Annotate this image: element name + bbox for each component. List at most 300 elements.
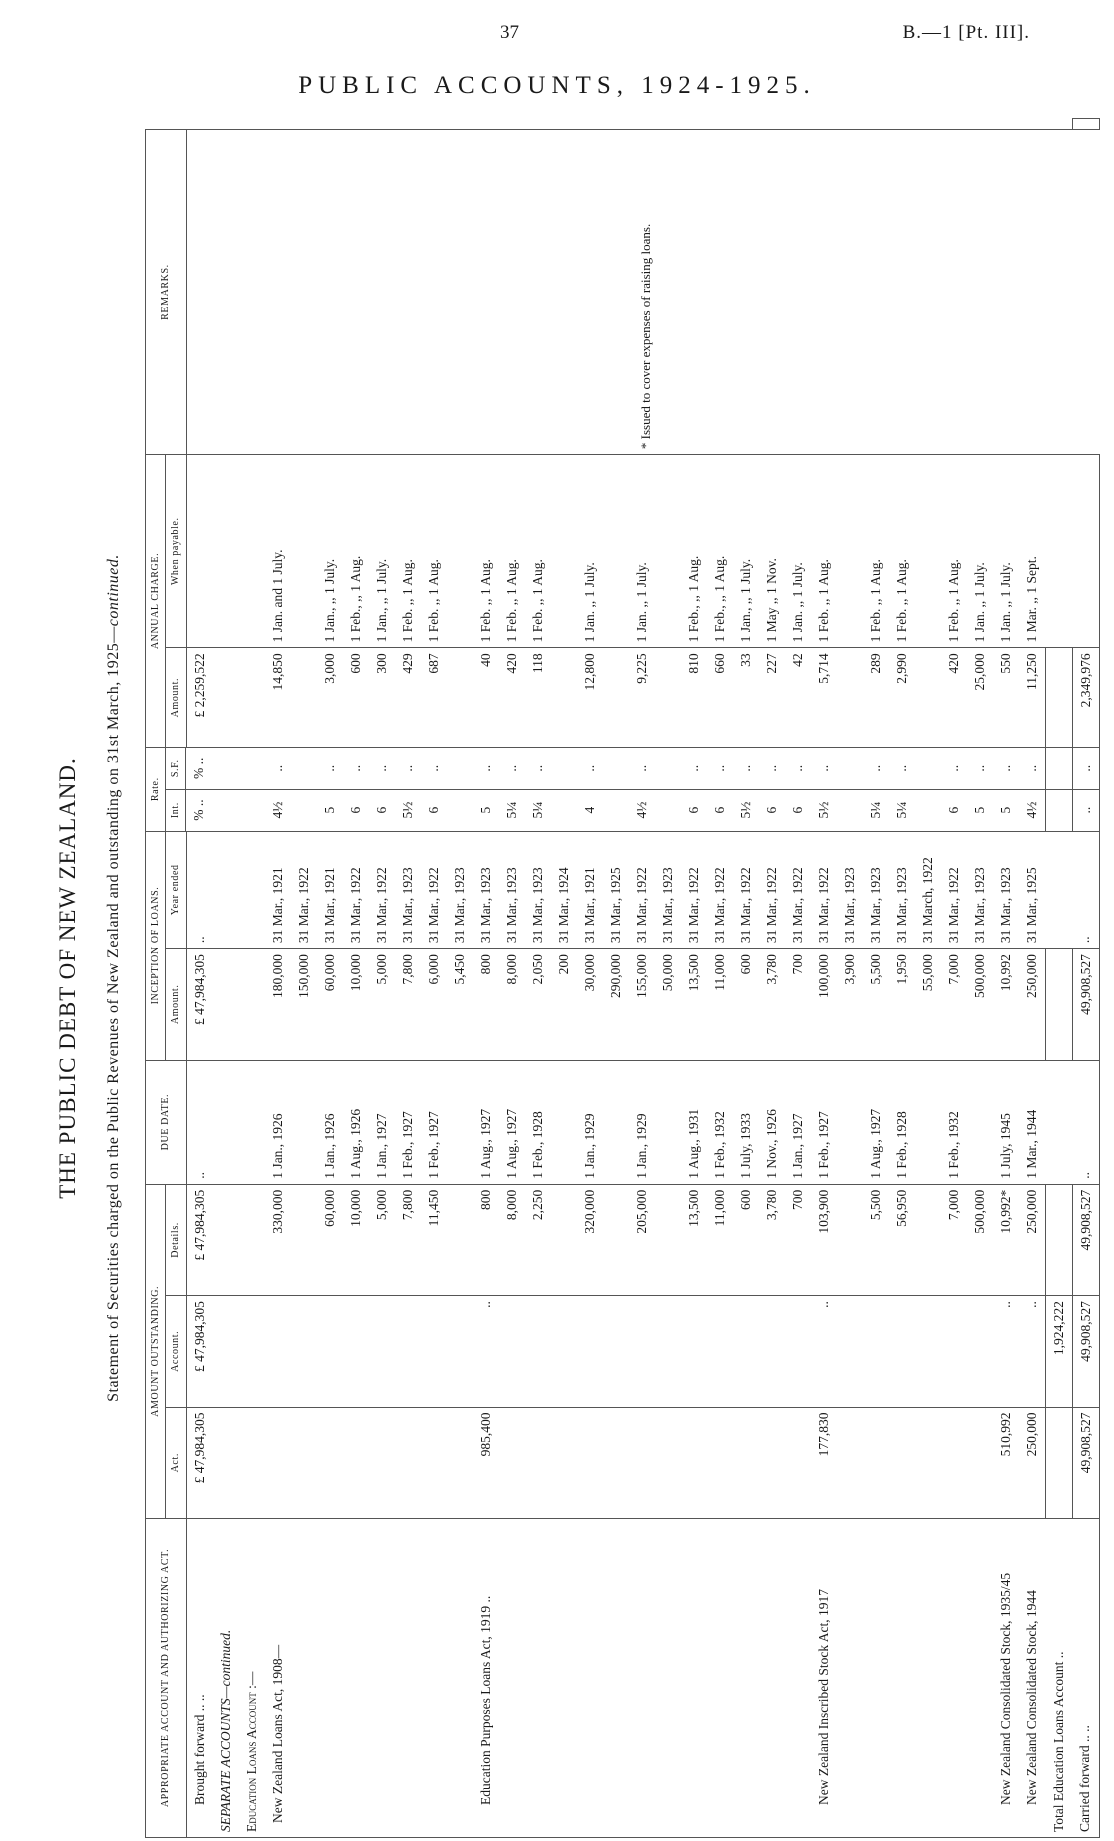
col-rate-sf: S.F.	[166, 747, 186, 789]
document-reference: B.—1 [Pt. III].	[902, 22, 1030, 43]
inception-amount: 150,000	[291, 949, 317, 1060]
subtitle-text: Statement of Securities charged on the Public Revenues of New Zealand and outstanding on 31st March, 1925—	[105, 626, 122, 1402]
account-amount: £ 47,984,305	[186, 1296, 213, 1407]
year-ended: 31 March, 1922	[915, 831, 941, 949]
account-amount	[707, 1296, 733, 1407]
when-payable: 1 Jan., ,, 1 July.	[317, 455, 343, 648]
rate-sf	[291, 747, 317, 789]
inception-amount: 10,000	[343, 949, 369, 1060]
rate-sf: ..	[577, 747, 603, 789]
page-number: 37	[500, 22, 519, 43]
when-payable: 1 Feb. ,, 1 Aug.	[889, 455, 915, 648]
details-amount: 11,450	[421, 1184, 447, 1295]
year-ended: 31 Mar., 1925	[1019, 831, 1046, 949]
act-amount	[421, 1407, 447, 1518]
col-due-date: DUE DATE.	[146, 1060, 187, 1184]
rate-int: 4	[577, 789, 603, 831]
row-label	[837, 1518, 863, 1837]
row-label	[733, 1518, 759, 1837]
remarks-empty	[1072, 119, 1099, 130]
inception-amount: 10,992	[993, 949, 1019, 1060]
inception-amount	[213, 949, 239, 1060]
inception-amount	[1045, 949, 1072, 1060]
inception-amount: 5,000	[369, 949, 395, 1060]
when-payable: 1 Jan. ,, 1 July.	[785, 455, 811, 648]
row-label	[343, 1518, 369, 1837]
rate-sf: ..	[395, 747, 421, 789]
annual-amount: 810	[681, 648, 707, 748]
inception-amount: 49,908,527	[1072, 949, 1099, 1060]
year-ended	[1045, 831, 1072, 949]
details-amount: £ 47,984,305	[186, 1184, 213, 1295]
inception-amount: 6,000	[421, 949, 447, 1060]
rate-sf	[239, 747, 265, 789]
inception-amount: 155,000	[629, 949, 655, 1060]
inception-amount: 100,000	[811, 949, 837, 1060]
details-amount: 103,900	[811, 1184, 837, 1295]
inception-amount: 11,000	[707, 949, 733, 1060]
rate-int: 6	[941, 789, 967, 831]
act-amount	[889, 1407, 915, 1518]
annual-amount: 5,714	[811, 648, 837, 748]
year-ended: 31 Mar., 1922	[733, 831, 759, 949]
act-amount: 177,830	[811, 1407, 837, 1518]
row-label	[499, 1518, 525, 1837]
row-label	[577, 1518, 603, 1837]
details-amount: 60,000	[317, 1184, 343, 1295]
due-date: 1 Feb., 1932	[941, 1060, 967, 1184]
account-amount	[525, 1296, 551, 1407]
act-amount	[733, 1407, 759, 1518]
due-date: ..	[186, 1060, 213, 1184]
row-label	[707, 1518, 733, 1837]
details-amount	[447, 1184, 473, 1295]
inception-amount: £ 47,984,305	[186, 949, 213, 1060]
col-inception-amount: Amount.	[166, 949, 187, 1060]
row-label	[525, 1518, 551, 1837]
col-annual-amount: Amount.	[166, 648, 187, 748]
act-amount	[655, 1407, 681, 1518]
when-payable: 1 Feb. ,, 1 Aug.	[863, 455, 889, 648]
annual-amount: 227	[759, 648, 785, 748]
account-amount	[291, 1296, 317, 1407]
annual-amount	[291, 648, 317, 748]
when-payable: 1 Feb. ,, 1 Aug.	[395, 455, 421, 648]
when-payable: 1 Feb., ,, 1 Aug.	[707, 455, 733, 648]
inception-amount: 5,500	[863, 949, 889, 1060]
col-inception: INCEPTION OF LOANS.	[146, 831, 166, 1060]
year-ended: 31 Mar., 1922	[421, 831, 447, 949]
running-title: PUBLIC ACCOUNTS, 1924-1925.	[298, 72, 816, 99]
rate-int: 5¼	[525, 789, 551, 831]
inception-amount	[239, 949, 265, 1060]
account-amount	[629, 1296, 655, 1407]
rate-int: 5	[967, 789, 993, 831]
year-ended: 31 Mar., 1923	[863, 831, 889, 949]
account-amount: ..	[473, 1296, 499, 1407]
rate-int	[291, 789, 317, 831]
due-date: 1 Aug., 1931	[681, 1060, 707, 1184]
rate-sf	[915, 747, 941, 789]
act-amount	[707, 1407, 733, 1518]
when-payable: 1 Feb. ,, 1 Aug.	[499, 455, 525, 648]
year-ended: 31 Mar., 1922	[941, 831, 967, 949]
annual-amount	[239, 648, 265, 748]
account-amount	[395, 1296, 421, 1407]
act-amount	[629, 1407, 655, 1518]
row-label	[967, 1518, 993, 1837]
when-payable: 1 Feb., ,, 1 Aug.	[343, 455, 369, 648]
rate-int	[447, 789, 473, 831]
year-ended: 31 Mar., 1924	[551, 831, 577, 949]
row-label: SEPARATE ACCOUNTS—continued.	[213, 1518, 239, 1837]
year-ended	[213, 831, 239, 949]
rate-int: 5	[473, 789, 499, 831]
account-amount	[837, 1296, 863, 1407]
act-amount	[863, 1407, 889, 1518]
rate-int: 6	[369, 789, 395, 831]
due-date: 1 Jan., 1926	[317, 1060, 343, 1184]
due-date	[967, 1060, 993, 1184]
rate-sf: ..	[265, 747, 291, 789]
details-amount: 2,250	[525, 1184, 551, 1295]
details-amount	[551, 1184, 577, 1295]
year-ended: 31 Mar., 1923	[967, 831, 993, 949]
annual-amount: 420	[941, 648, 967, 748]
col-amount-outstanding: AMOUNT OUTSTANDING.	[146, 1184, 166, 1518]
inception-amount: 600	[733, 949, 759, 1060]
account-amount	[213, 1296, 239, 1407]
annual-amount: 687	[421, 648, 447, 748]
act-amount	[343, 1407, 369, 1518]
due-date: 1 Feb., 1928	[889, 1060, 915, 1184]
act-amount	[291, 1407, 317, 1518]
account-amount	[499, 1296, 525, 1407]
row-label	[395, 1518, 421, 1837]
annual-amount: 2,990	[889, 648, 915, 748]
rate-sf: ..	[993, 747, 1019, 789]
rate-int: % ..	[186, 789, 213, 831]
annual-amount	[551, 648, 577, 748]
year-ended: 31 Mar., 1922	[759, 831, 785, 949]
act-amount	[915, 1407, 941, 1518]
annual-amount	[915, 648, 941, 748]
inception-amount: 290,000	[603, 949, 629, 1060]
act-amount	[967, 1407, 993, 1518]
annual-amount: £ 2,259,522	[186, 648, 213, 748]
account-amount	[785, 1296, 811, 1407]
year-ended: 31 Mar., 1923	[993, 831, 1019, 949]
rate-int: 6	[421, 789, 447, 831]
due-date: 1 Feb., 1927	[421, 1060, 447, 1184]
details-amount: 600	[733, 1184, 759, 1295]
year-ended: 31 Mar., 1922	[811, 831, 837, 949]
year-ended: 31 Mar., 1923	[837, 831, 863, 949]
due-date: 1 Mar., 1944	[1019, 1060, 1046, 1184]
act-amount	[785, 1407, 811, 1518]
rate-sf: ..	[1072, 747, 1099, 789]
year-ended: 31 Mar., 1923	[889, 831, 915, 949]
annual-amount: 420	[499, 648, 525, 748]
year-ended: 31 Mar., 1921	[577, 831, 603, 949]
account-amount	[941, 1296, 967, 1407]
when-payable: 1 Jan. ,, 1 July.	[993, 455, 1019, 648]
row-label: Carried forward .. ..	[1072, 1518, 1099, 1837]
inception-amount: 2,050	[525, 949, 551, 1060]
page-title: THE PUBLIC DEBT OF NEW ZEALAND.	[55, 757, 80, 1199]
year-ended: 31 Mar., 1922	[291, 831, 317, 949]
inception-amount: 1,950	[889, 949, 915, 1060]
act-amount	[1045, 1407, 1072, 1518]
rate-int	[915, 789, 941, 831]
col-rate: Rate.	[146, 747, 166, 831]
row-label	[759, 1518, 785, 1837]
act-amount	[603, 1407, 629, 1518]
act-amount	[681, 1407, 707, 1518]
row-label: New Zealand Consolidated Stock, 1944	[1019, 1518, 1046, 1837]
year-ended: ..	[1072, 831, 1099, 949]
inception-amount: 30,000	[577, 949, 603, 1060]
year-ended: 31 Mar., 1925	[603, 831, 629, 949]
when-payable: 1 Jan., ,, 1 July.	[369, 455, 395, 648]
details-amount: 205,000	[629, 1184, 655, 1295]
due-date	[837, 1060, 863, 1184]
annual-amount	[837, 648, 863, 748]
annual-amount: 33	[733, 648, 759, 748]
annual-amount: 42	[785, 648, 811, 748]
annual-amount: 660	[707, 648, 733, 748]
act-amount: £ 47,984,305	[186, 1407, 213, 1518]
inception-amount: 7,000	[941, 949, 967, 1060]
rate-int: 5¼	[499, 789, 525, 831]
rate-sf: ..	[941, 747, 967, 789]
row-label	[421, 1518, 447, 1837]
details-amount: 5,500	[863, 1184, 889, 1295]
rate-int: 4½	[629, 789, 655, 831]
due-date: 1 Jan., 1926	[265, 1060, 291, 1184]
rate-int	[213, 789, 239, 831]
when-payable	[239, 455, 265, 648]
account-amount: 49,908,527	[1072, 1296, 1099, 1407]
when-payable: 1 Jan., ,, 1 July.	[733, 455, 759, 648]
annual-amount	[447, 648, 473, 748]
year-ended: 31 Mar., 1923	[499, 831, 525, 949]
account-amount: 1,924,222	[1045, 1296, 1072, 1407]
rate-int: 5¼	[863, 789, 889, 831]
act-amount	[369, 1407, 395, 1518]
row-label: Brought forward .. ..	[186, 1518, 213, 1837]
account-amount	[681, 1296, 707, 1407]
year-ended: 31 Mar., 1921	[265, 831, 291, 949]
account-amount	[759, 1296, 785, 1407]
due-date: 1 Aug., 1926	[343, 1060, 369, 1184]
due-date	[239, 1060, 265, 1184]
year-ended: 31 Mar., 1923	[473, 831, 499, 949]
when-payable: 1 May ,, 1 Nov.	[759, 455, 785, 648]
due-date: ..	[1072, 1060, 1099, 1184]
col-rate-int: Int.	[166, 789, 186, 831]
rate-int: 5	[993, 789, 1019, 831]
account-amount	[317, 1296, 343, 1407]
when-payable	[655, 455, 681, 648]
inception-amount: 7,800	[395, 949, 421, 1060]
details-amount: 5,000	[369, 1184, 395, 1295]
act-amount	[447, 1407, 473, 1518]
row-label	[369, 1518, 395, 1837]
rate-int: 6	[785, 789, 811, 831]
details-amount: 10,992*	[993, 1184, 1019, 1295]
account-amount	[447, 1296, 473, 1407]
when-payable	[447, 455, 473, 648]
public-debt-table	[145, 118, 1100, 1838]
inception-amount: 250,000	[1019, 949, 1046, 1060]
year-ended: 31 Mar., 1923	[525, 831, 551, 949]
details-amount	[291, 1184, 317, 1295]
row-label	[603, 1518, 629, 1837]
account-amount	[369, 1296, 395, 1407]
inception-amount: 60,000	[317, 949, 343, 1060]
year-ended	[239, 831, 265, 949]
row-label	[915, 1518, 941, 1837]
act-amount: 510,992	[993, 1407, 1019, 1518]
details-amount	[915, 1184, 941, 1295]
rate-sf: ..	[369, 747, 395, 789]
when-payable: 1 Jan. and 1 July.	[265, 455, 291, 648]
row-label: Education Purposes Loans Act, 1919 ..	[473, 1518, 499, 1837]
col-when-payable: When payable.	[166, 455, 187, 648]
row-label: New Zealand Loans Act, 1908—	[265, 1518, 291, 1837]
col-year-ended: Year ended	[166, 831, 187, 949]
statement-subtitle	[105, 118, 123, 1838]
rate-sf: ..	[525, 747, 551, 789]
rate-sf: ..	[421, 747, 447, 789]
rate-sf: ..	[707, 747, 733, 789]
due-date: 1 Aug., 1927	[863, 1060, 889, 1184]
due-date	[915, 1060, 941, 1184]
rate-int: ..	[1072, 789, 1099, 831]
rate-sf: ..	[759, 747, 785, 789]
rate-sf: ..	[629, 747, 655, 789]
details-amount	[837, 1184, 863, 1295]
act-amount	[525, 1407, 551, 1518]
account-amount	[343, 1296, 369, 1407]
rate-int: 6	[343, 789, 369, 831]
details-amount: 7,000	[941, 1184, 967, 1295]
account-amount: ..	[811, 1296, 837, 1407]
when-payable: 1 Feb. ,, 1 Aug.	[525, 455, 551, 648]
act-amount	[499, 1407, 525, 1518]
row-label: New Zealand Inscribed Stock Act, 1917	[811, 1518, 837, 1837]
rate-sf: ..	[733, 747, 759, 789]
inception-amount: 5,450	[447, 949, 473, 1060]
col-act: Act.	[166, 1407, 187, 1518]
account-amount	[603, 1296, 629, 1407]
due-date: 1 Nov., 1926	[759, 1060, 785, 1184]
due-date: 1 July, 1945	[993, 1060, 1019, 1184]
year-ended: 31 Mar., 1922	[369, 831, 395, 949]
annual-amount: 300	[369, 648, 395, 748]
rate-int	[837, 789, 863, 831]
year-ended: ..	[186, 831, 213, 949]
inception-amount: 8,000	[499, 949, 525, 1060]
annual-amount: 289	[863, 648, 889, 748]
act-amount	[759, 1407, 785, 1518]
rate-sf: ..	[811, 747, 837, 789]
details-amount: 56,950	[889, 1184, 915, 1295]
when-payable	[1072, 455, 1099, 648]
act-amount	[239, 1407, 265, 1518]
due-date: 1 Aug., 1927	[473, 1060, 499, 1184]
annual-amount	[1045, 648, 1072, 748]
rate-int	[551, 789, 577, 831]
details-amount: 3,780	[759, 1184, 785, 1295]
row-label	[447, 1518, 473, 1837]
rate-sf	[213, 747, 239, 789]
due-date	[603, 1060, 629, 1184]
annual-amount	[655, 648, 681, 748]
account-amount	[655, 1296, 681, 1407]
annual-amount: 14,850	[265, 648, 291, 748]
col-remarks: REMARKS.	[146, 130, 187, 455]
col-details: Details.	[166, 1184, 187, 1295]
due-date: 1 Jan., 1927	[369, 1060, 395, 1184]
inception-amount: 55,000	[915, 949, 941, 1060]
col-approp: APPROPRIATE ACCOUNT AND AUTHORIZING ACT.	[146, 1518, 187, 1837]
row-label: Education Loans Account :—	[239, 1518, 265, 1837]
act-amount	[265, 1407, 291, 1518]
due-date	[551, 1060, 577, 1184]
year-ended: 31 Mar., 1922	[681, 831, 707, 949]
due-date	[447, 1060, 473, 1184]
rate-int: 5½	[395, 789, 421, 831]
due-date: 1 Feb., 1928	[525, 1060, 551, 1184]
act-amount	[395, 1407, 421, 1518]
details-amount: 320,000	[577, 1184, 603, 1295]
act-amount	[551, 1407, 577, 1518]
when-payable	[1045, 455, 1072, 648]
rate-sf: % ..	[186, 747, 213, 789]
inception-amount: 700	[785, 949, 811, 1060]
rate-int: 5½	[733, 789, 759, 831]
account-amount	[733, 1296, 759, 1407]
rate-sf	[655, 747, 681, 789]
act-amount: 250,000	[1019, 1407, 1046, 1518]
details-amount: 11,000	[707, 1184, 733, 1295]
when-payable	[551, 455, 577, 648]
details-amount	[213, 1184, 239, 1295]
row-label	[681, 1518, 707, 1837]
rate-sf: ..	[889, 747, 915, 789]
when-payable	[915, 455, 941, 648]
account-amount: ..	[1019, 1296, 1046, 1407]
inception-amount: 50,000	[655, 949, 681, 1060]
row-label	[655, 1518, 681, 1837]
annual-amount	[603, 648, 629, 748]
rate-sf	[603, 747, 629, 789]
row-label	[889, 1518, 915, 1837]
annual-amount: 40	[473, 648, 499, 748]
rate-sf: ..	[473, 747, 499, 789]
when-payable: 1 Jan. ,, 1 July.	[629, 455, 655, 648]
account-amount	[239, 1296, 265, 1407]
rate-int	[1045, 789, 1072, 831]
when-payable: 1 Feb. ,, 1 Aug.	[941, 455, 967, 648]
row-label	[317, 1518, 343, 1837]
details-amount: 250,000	[1019, 1184, 1046, 1295]
due-date: 1 Feb., 1932	[707, 1060, 733, 1184]
annual-amount: 25,000	[967, 648, 993, 748]
act-amount: 985,400	[473, 1407, 499, 1518]
